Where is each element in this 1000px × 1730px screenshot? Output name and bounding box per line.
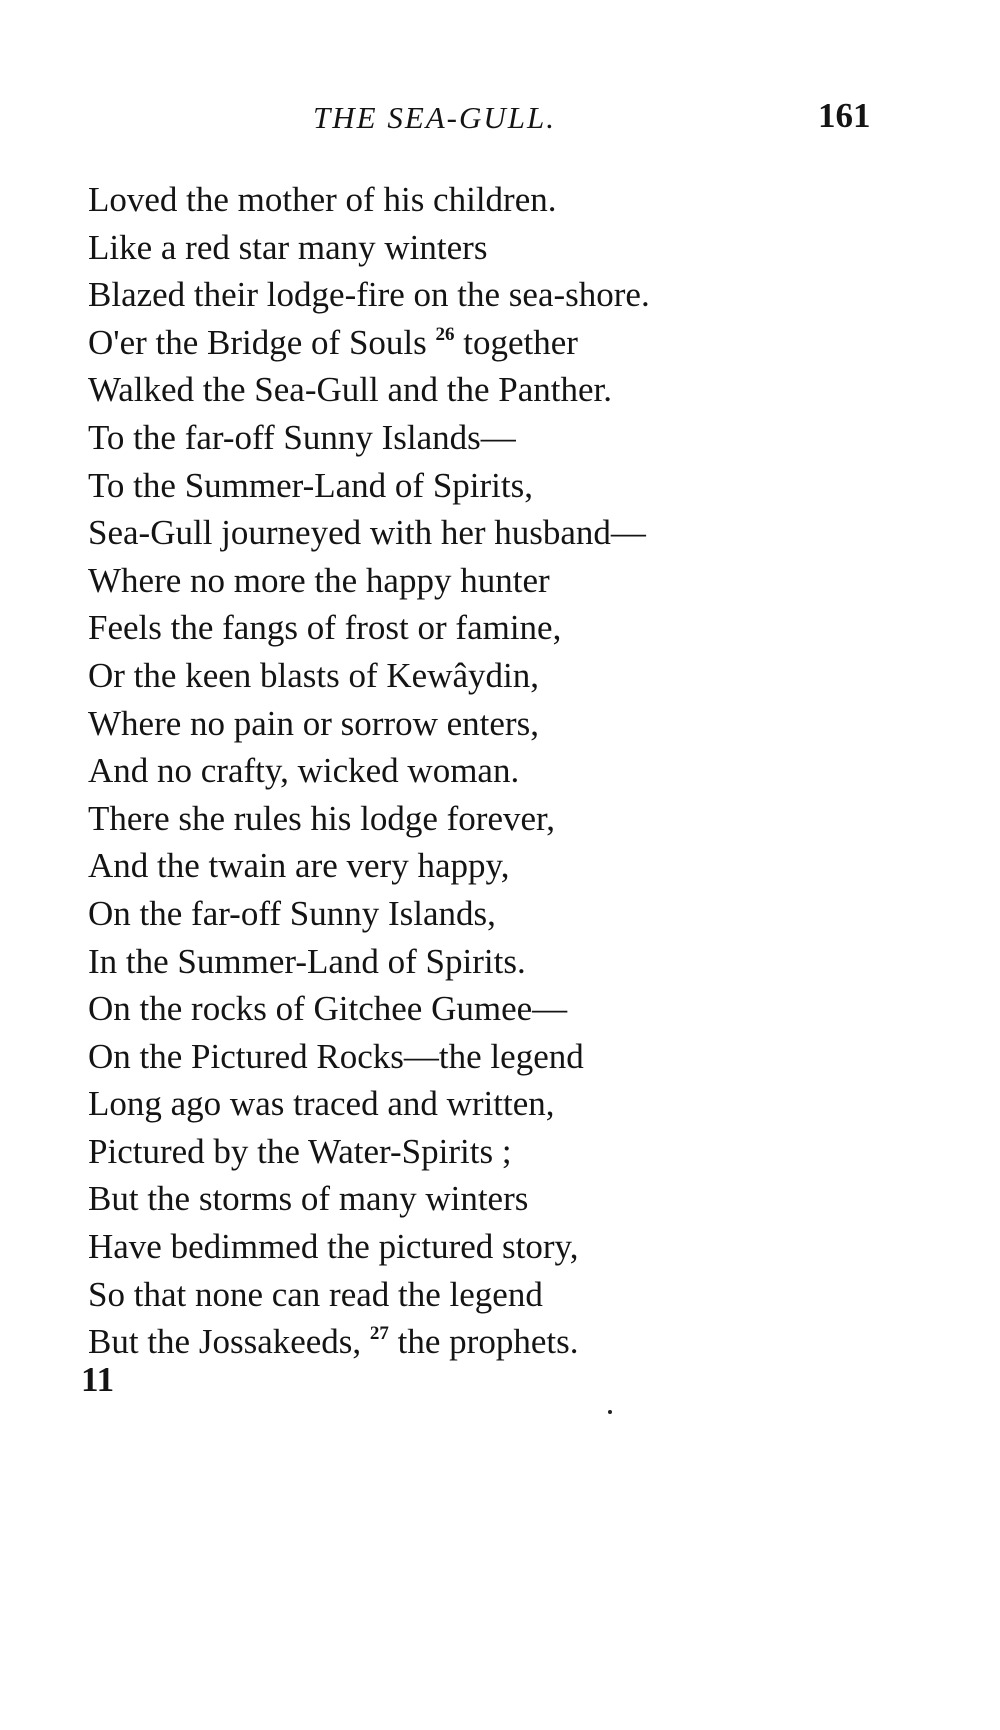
- verse-line-text: Feels the fangs of frost or famine,: [88, 608, 562, 648]
- verse-line: [88, 509, 650, 557]
- verse-line: [88, 462, 650, 510]
- verse-line-text: To the Summer-Land of Spirits,: [88, 465, 533, 505]
- verse-line: [88, 700, 650, 748]
- verse-line: [88, 747, 650, 795]
- verse-line: [88, 1223, 650, 1271]
- verse-line: [88, 604, 650, 652]
- verse-line: [88, 1271, 650, 1319]
- verse-line-text: Loved the mother of his children.: [88, 180, 557, 219]
- ink-speck: [608, 1410, 612, 1414]
- verse-line-text: And no crafty, wicked woman.: [88, 751, 520, 791]
- verse-line: [88, 1175, 650, 1223]
- verse-line: [88, 890, 650, 938]
- verse-line-text: On the far-off Sunny Islands,: [88, 893, 496, 933]
- verse-line: [88, 1033, 650, 1081]
- verse-line: [88, 652, 650, 700]
- verse-line-text: together: [454, 322, 578, 362]
- footnote-ref: 26: [435, 323, 455, 345]
- verse-line-text: On the rocks of Gitchee Gumee—: [88, 989, 568, 1029]
- verse-line: [88, 1080, 650, 1128]
- verse-line-text: There she rules his lodge forever,: [88, 798, 556, 838]
- verse-line-text: Pictured by the Water-Spirits ;: [88, 1131, 512, 1171]
- verse-line: [88, 985, 650, 1033]
- verse-line-text: On the Pictured Rocks—the legend: [88, 1036, 584, 1076]
- verse-line-text: Or the keen blasts of Kewâydin,: [88, 655, 539, 695]
- page-number: 161: [818, 96, 871, 135]
- verse-line: [88, 224, 650, 272]
- verse-line-text: the prophets.: [388, 1322, 579, 1362]
- verse-line: [88, 414, 650, 462]
- verse-line-text: Blazed their lodge-fire on the sea-shore.: [88, 275, 650, 315]
- verse-line-text: Where no more the happy hunter: [88, 560, 550, 600]
- verse-line: [88, 842, 650, 890]
- running-head: [0, 96, 1000, 140]
- signature-mark: 11: [81, 1360, 115, 1399]
- verse-line-text: Like a red star many winters: [88, 227, 488, 267]
- verse-line-text: Where no pain or sorrow enters,: [88, 703, 539, 743]
- verse-line: [88, 271, 650, 319]
- verse-line-text: But the Jossakeeds,: [88, 1322, 362, 1362]
- poem-text: [88, 176, 650, 1366]
- verse-line-text: To the far-off Sunny Islands—: [88, 417, 516, 457]
- running-title: THE SEA-GULL.: [313, 100, 557, 135]
- verse-line: [88, 366, 650, 414]
- verse-line: [88, 557, 650, 605]
- verse-line: [88, 1128, 650, 1176]
- verse-line: [88, 795, 650, 843]
- verse-line-text: Sea-Gull journeyed with her husband—: [88, 513, 646, 553]
- verse-line: [88, 938, 650, 986]
- verse-line-text: But the storms of many winters: [88, 1179, 529, 1219]
- verse-line: [88, 319, 650, 367]
- verse-line-text: Walked the Sea-Gull and the Panther.: [88, 370, 612, 410]
- verse-line: [88, 176, 650, 224]
- verse-line: [88, 1318, 650, 1366]
- verse-line-text: Long ago was traced and written,: [88, 1084, 555, 1124]
- verse-line-text: And the twain are very happy,: [88, 846, 510, 886]
- verse-line-text: O'er the Bridge of Souls: [88, 322, 427, 362]
- verse-line-text: In the Summer-Land of Spirits.: [88, 941, 526, 981]
- footnote-ref: 27: [369, 1323, 389, 1345]
- verse-line-text: So that none can read the legend: [88, 1274, 543, 1314]
- verse-line-text: Have bedimmed the pictured story,: [88, 1227, 579, 1267]
